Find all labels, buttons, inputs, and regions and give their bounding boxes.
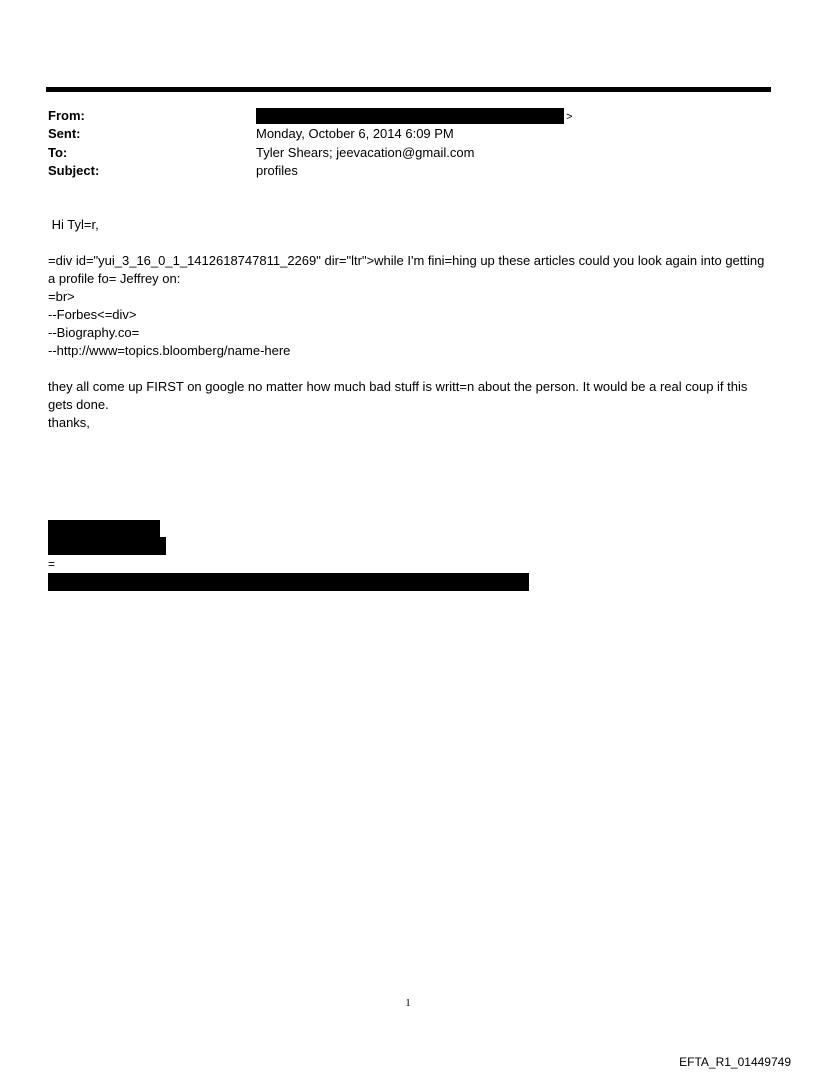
signature-equals: = bbox=[48, 557, 56, 571]
from-value bbox=[256, 107, 572, 126]
body-line-2: =br> bbox=[48, 289, 75, 304]
signature-redaction-2 bbox=[48, 537, 166, 555]
body-line-1: =div id="yui_3_16_0_1_1412618747811_2269" dir="ltr">while I'm fini=hing up these articles could you look again into getting a profile fo= Jeffrey on: bbox=[48, 253, 768, 286]
sent-value: Monday, October 6, 2014 6:09 PM bbox=[256, 126, 454, 141]
subject-label: Subject: bbox=[48, 163, 100, 178]
body-line-5: --http://www=topics.bloomberg/name-here bbox=[48, 343, 291, 358]
document-id: EFTA_R1_01449749 bbox=[679, 1055, 791, 1069]
header-top-rule bbox=[46, 87, 771, 92]
page-number: 1 bbox=[405, 997, 411, 1009]
to-label: To: bbox=[48, 145, 68, 160]
to-value: Tyler Shears; jeevacation@gmail.com bbox=[256, 145, 475, 160]
from-label: From: bbox=[48, 108, 85, 123]
from-suffix: > bbox=[566, 111, 573, 123]
body-paragraph: they all come up FIRST on google no matter how much bad stuff is writt=n about the person. It would be a real coup if this gets done. bbox=[48, 379, 752, 412]
closing: thanks, bbox=[48, 415, 90, 430]
subject-row bbox=[48, 162, 768, 180]
signature-redaction-1 bbox=[48, 520, 160, 537]
signature-redaction-3 bbox=[48, 573, 529, 591]
to-row bbox=[48, 144, 768, 162]
from-redaction bbox=[256, 108, 564, 124]
subject-value: profiles bbox=[256, 163, 298, 178]
body-line-4: --Biography.co= bbox=[48, 325, 140, 340]
sent-label: Sent: bbox=[48, 126, 81, 141]
sent-row bbox=[48, 125, 768, 143]
from-row bbox=[48, 107, 768, 125]
body-line-3: --Forbes<=div> bbox=[48, 307, 137, 322]
greeting: Hi Tyl=r, bbox=[48, 217, 99, 232]
